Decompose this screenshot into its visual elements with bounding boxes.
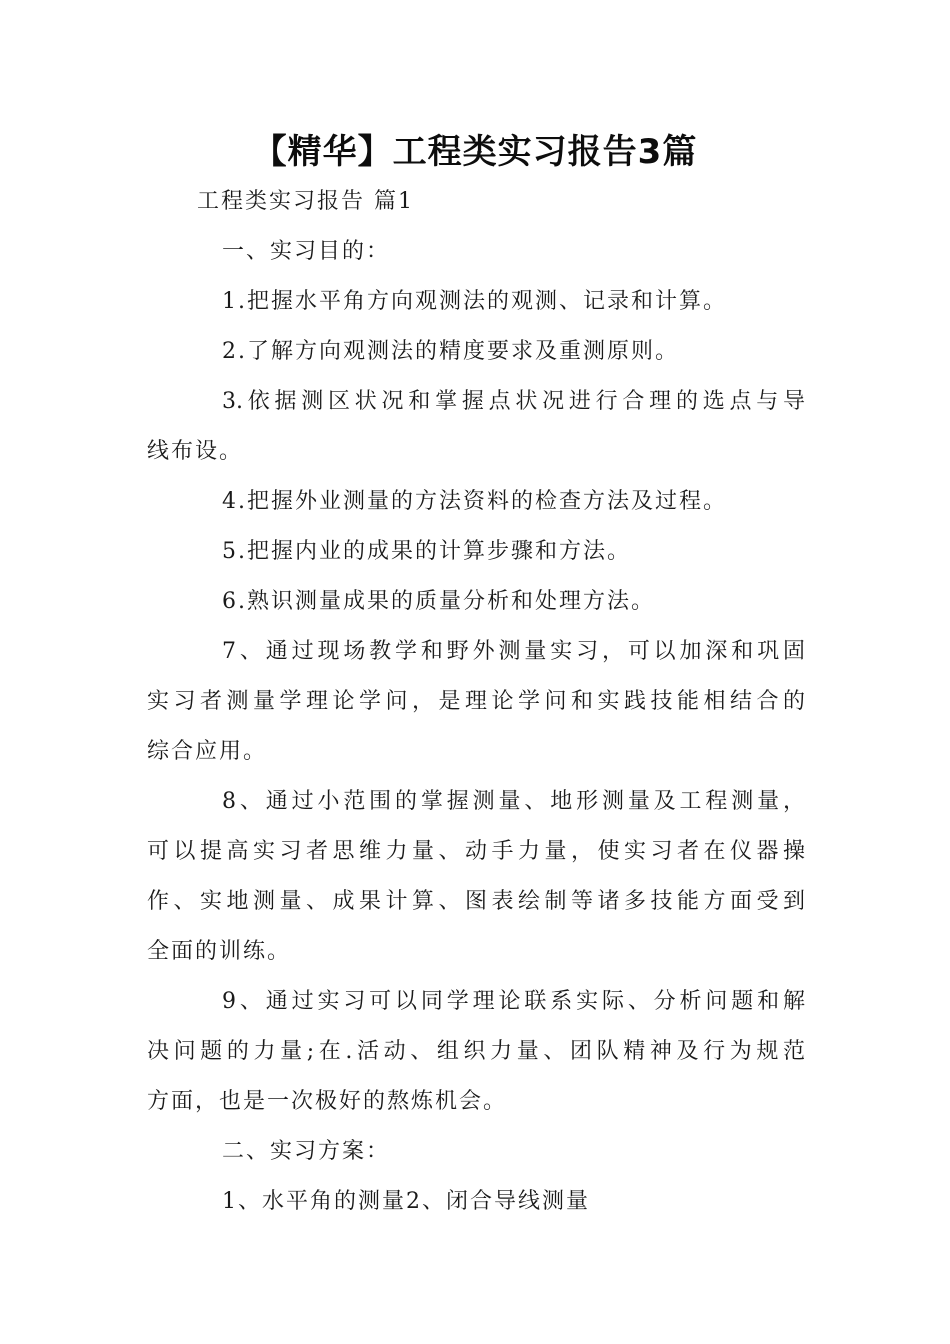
- paragraph-line: 5.把握内业的成果的计算步骤和方法。: [222, 539, 631, 564]
- paragraph-line: 决问题的力量;在.活动、组织力量、团队精神及行为规范: [147, 1039, 805, 1064]
- paragraph-line: 作、实地测量、成果计算、图表绘制等诸多技能方面受到: [147, 889, 805, 914]
- paragraph-line: 6.熟识测量成果的质量分析和处理方法。: [222, 589, 655, 614]
- paragraph-line: 2.了解方向观测法的精度要求及重测原则。: [222, 339, 679, 364]
- paragraph-line: 1、水平角的测量2、闭合导线测量: [222, 1189, 590, 1214]
- section-heading: 工程类实习报告 篇1: [197, 189, 414, 214]
- paragraph-line: 线布设。: [147, 439, 244, 464]
- paragraph-line: 3.依据测区状况和掌握点状况进行合理的选点与导: [222, 389, 805, 414]
- paragraph-line: 1.把握水平角方向观测法的观测、记录和计算。: [222, 289, 727, 314]
- paragraph-line: 综合应用。: [147, 739, 268, 764]
- paragraph-line: 全面的训练。: [147, 939, 292, 964]
- paragraph-line: 可以提高实习者思维力量、动手力量，使实习者在仪器操: [147, 839, 805, 864]
- paragraph-line: 实习者测量学理论学问，是理论学问和实践技能相结合的: [147, 689, 805, 714]
- paragraph-line: 7、通过现场教学和野外测量实习，可以加深和巩固: [222, 639, 805, 664]
- paragraph-line: 4.把握外业测量的方法资料的检查方法及过程。: [222, 489, 727, 514]
- paragraph-line: 方面，也是一次极好的熬炼机会。: [147, 1089, 508, 1114]
- paragraph-line: 9、通过实习可以同学理论联系实际、分析问题和解: [222, 989, 805, 1014]
- subheading: 一、实习目的：: [222, 239, 391, 264]
- subheading: 二、实习方案：: [222, 1139, 391, 1164]
- paragraph-line: 8、通过小范围的掌握测量、地形测量及工程测量，: [222, 789, 805, 814]
- document-title: 【精华】工程类实习报告3篇: [252, 132, 698, 172]
